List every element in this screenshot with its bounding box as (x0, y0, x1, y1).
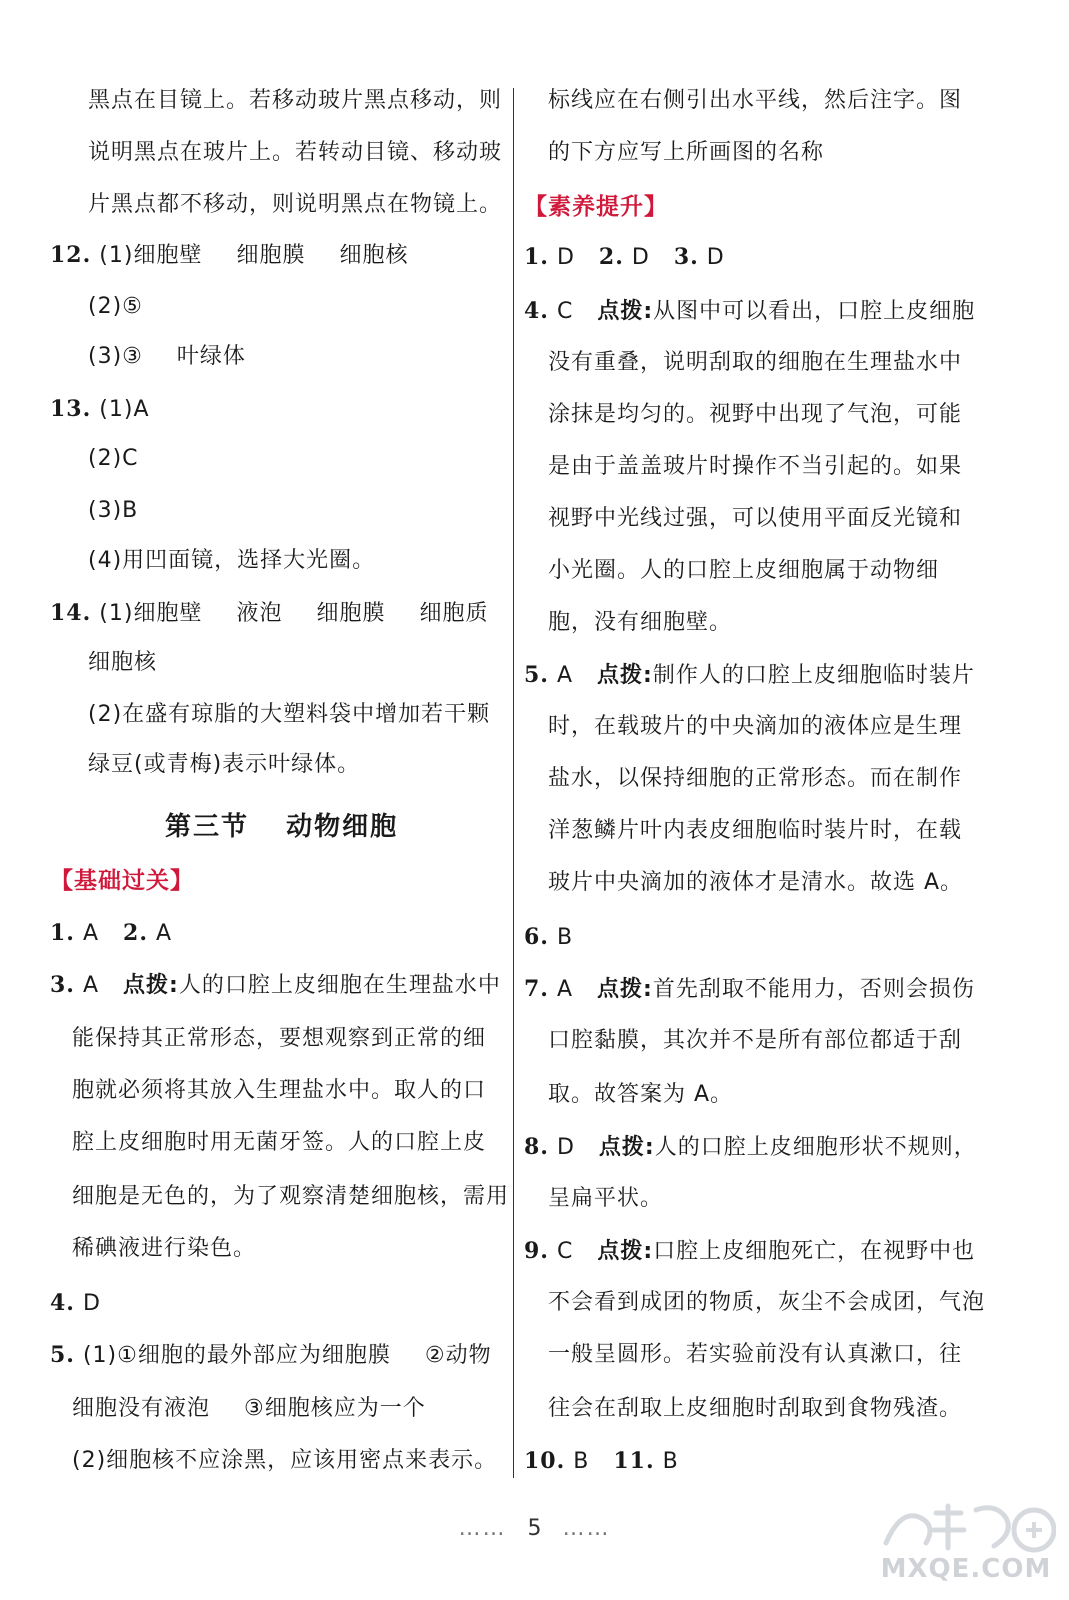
question-number: 14. (50, 600, 92, 626)
text-line: 标线应在右侧引出水平线，然后注字。图 (548, 88, 963, 113)
answer-5-line2 (72, 1394, 426, 1424)
hint-label: 点拨: (597, 977, 653, 1002)
question-number: 4. (50, 1290, 75, 1316)
question-number: 7. (524, 976, 549, 1002)
answer-text: 细胞膜 (316, 601, 386, 626)
answer-text: B (556, 925, 574, 950)
page-number: 5 (527, 1516, 542, 1541)
answer-text: A (82, 921, 100, 946)
hint-label: 点拨: (598, 1135, 655, 1160)
question-number: 1. (50, 920, 75, 946)
answer-text: 叶绿体 (176, 344, 246, 369)
text-line: 说明黑点在玻片上。若转动目镜、移动玻 (88, 140, 503, 165)
answer-1-3 (524, 242, 725, 273)
question-number: 12. (50, 242, 92, 268)
answer-text: (2)在盛有琼脂的大塑料袋中增加若干颗 (88, 702, 491, 727)
answer-text: 首先刮取不能用力，否则会损伤 (652, 977, 975, 1002)
question-number: 6. (524, 924, 549, 950)
answer-4 (524, 296, 975, 327)
answer-text: C (556, 299, 574, 324)
question-number: 13. (50, 396, 92, 422)
answer-text: (1)细胞壁 (99, 601, 203, 626)
answer-text: D (82, 1291, 101, 1316)
answer-text: A (556, 977, 574, 1002)
question-number: 9. (524, 1238, 549, 1264)
question-number: 5. (50, 1342, 75, 1368)
answer-text: (3)B (88, 498, 139, 523)
text-line: 胞就必须将其放入生理盐水中。取人的口 (72, 1078, 487, 1103)
answer-text: B (573, 1449, 590, 1474)
answer-text: 细胞核 (339, 243, 409, 268)
watermark-text: MXQE.COM (880, 1554, 1052, 1584)
answer-text: B (662, 1449, 679, 1474)
answer-text: 细胞膜 (236, 243, 306, 268)
answer-text: (1)A (99, 397, 150, 422)
footer-dots: …… (562, 1516, 611, 1541)
answer-5 (524, 660, 975, 691)
text-line: 黑点在目镜上。若移动玻片黑点移动，则 (88, 88, 503, 113)
answer-9 (524, 1236, 975, 1267)
text-line: 往会在刮取上皮细胞时刮取到食物残渣。 (548, 1396, 963, 1421)
text-line: 能保持其正常形态，要想观察到正常的细 (72, 1026, 487, 1051)
answer-3 (50, 970, 501, 1001)
answer-text: 液泡 (236, 601, 283, 626)
question-number: 1. (524, 244, 549, 270)
text-line: 腔上皮细胞时用无菌牙签。人的口腔上皮 (72, 1130, 487, 1155)
answer-text: (2)C (88, 446, 139, 471)
text-line: 口腔黏膜，其次并不是所有部位都适于刮 (548, 1028, 963, 1053)
answer-5 (50, 1340, 492, 1371)
text-line: 洋葱鳞片叶内表皮细胞临时装片时，在载 (548, 818, 963, 843)
text-line: 胞，没有细胞壁。 (548, 610, 733, 635)
text-line: 涂抹是均匀的。视野中出现了气泡，可能 (548, 402, 963, 427)
answer-text: D (631, 245, 650, 270)
text-line: 一般呈圆形。若实验前没有认真漱口，往 (548, 1342, 963, 1367)
question-number: 2. (123, 920, 148, 946)
answer-text: 人的口腔上皮细胞在生理盐水中 (178, 973, 501, 998)
answer-6 (524, 922, 573, 953)
answer-text: ②动物 (424, 1343, 492, 1368)
answer-text: D (706, 245, 725, 270)
text-line: 的下方应写上所画图的名称 (548, 140, 825, 165)
answer-text: (4)用凹面镜，选择大光圈。 (88, 548, 376, 573)
question-number: 10. (524, 1448, 566, 1474)
answer-text: ③细胞核应为一个 (244, 1396, 426, 1421)
text-line: 不会看到成团的物质，灰尘不会成团，气泡 (548, 1290, 986, 1315)
answer-text: 人的口腔上皮细胞形状不规则， (654, 1135, 977, 1160)
answer-12 (50, 240, 408, 271)
column-divider (513, 88, 514, 1478)
answer-8 (524, 1132, 977, 1163)
text-line: (2)细胞核不应涂黑，应该用密点来表示。 (72, 1448, 498, 1473)
answer-text: 口腔上皮细胞死亡，在视野中也 (653, 1239, 976, 1264)
text-line: 玻片中央滴加的液体才是清水。故选 A。 (548, 870, 964, 895)
question-number: 4. (524, 298, 549, 324)
answer-text: (1)细胞壁 (99, 243, 203, 268)
answer-4 (50, 1288, 101, 1319)
answer-7 (524, 974, 975, 1005)
answer-text: A (556, 663, 574, 688)
answer-text: 从图中可以看出，口腔上皮细胞 (653, 299, 976, 324)
section-title-text: 动物细胞 (286, 812, 399, 842)
text-line: 呈扁平状。 (548, 1186, 664, 1211)
hint-label: 点拨: (123, 973, 179, 998)
question-number: 3. (50, 972, 75, 998)
text-line: 盐水，以保持细胞的正常形态。而在制作 (548, 766, 963, 791)
text-line: 视野中光线过强，可以使用平面反光镜和 (548, 506, 963, 531)
hint-label: 点拨: (597, 299, 654, 324)
question-number: 2. (598, 244, 624, 270)
answer-13 (50, 394, 150, 425)
answer-text: 绿豆(或青梅)表示叶绿体。 (88, 752, 361, 777)
question-number: 8. (524, 1134, 549, 1160)
answer-text: 细胞质 (419, 601, 489, 626)
answer-text: (2)⑤ (88, 294, 143, 319)
footer-dots: …… (458, 1516, 507, 1541)
answer-text: C (556, 1239, 574, 1264)
text-line: 细胞是无色的，为了观察清楚细胞核，需用 (72, 1184, 510, 1209)
answer-10-11 (524, 1446, 679, 1477)
answer-text: 制作人的口腔上皮细胞临时装片 (652, 663, 975, 688)
answer-text: (3)③ (88, 344, 143, 369)
section-heading-basic: 【基础过关】 (50, 868, 194, 894)
watermark-logo (876, 1498, 1056, 1594)
hint-label: 点拨: (597, 1239, 654, 1264)
text-line: 是由于盖盖玻片时操作不当引起的。如果 (548, 454, 963, 479)
question-number: 5. (524, 662, 549, 688)
answer-text: A (155, 921, 173, 946)
text-line: 片黑点都不移动，则说明黑点在物镜上。 (88, 192, 503, 217)
section-heading-advanced: 【素养提升】 (524, 194, 668, 220)
answer-text: (1)①细胞的最外部应为细胞膜 (82, 1343, 391, 1368)
answer-text: 细胞核 (88, 650, 158, 675)
section-title (165, 806, 398, 843)
answer-text: D (556, 1135, 575, 1160)
answer-text: 细胞没有液泡 (72, 1396, 211, 1421)
text-line: 时，在载玻片的中央滴加的液体应是生理 (548, 714, 963, 739)
question-number: 11. (613, 1448, 655, 1474)
answer-text: D (556, 245, 575, 270)
answer-12-3 (88, 342, 246, 372)
question-number: 3. (673, 244, 699, 270)
watermark-emblem-icon (876, 1498, 1056, 1558)
hint-label: 点拨: (597, 663, 653, 688)
text-line: 取。故答案为 A。 (548, 1082, 734, 1107)
answer-14 (50, 598, 489, 629)
section-title-number: 第三节 (165, 812, 250, 842)
answer-text: A (82, 973, 100, 998)
text-line: 稀碘液进行染色。 (72, 1236, 257, 1261)
answer-1-2 (50, 918, 172, 949)
text-line: 没有重叠，说明刮取的细胞在生理盐水中 (548, 350, 963, 375)
text-line: 小光圈。人的口腔上皮细胞属于动物细 (548, 558, 940, 583)
